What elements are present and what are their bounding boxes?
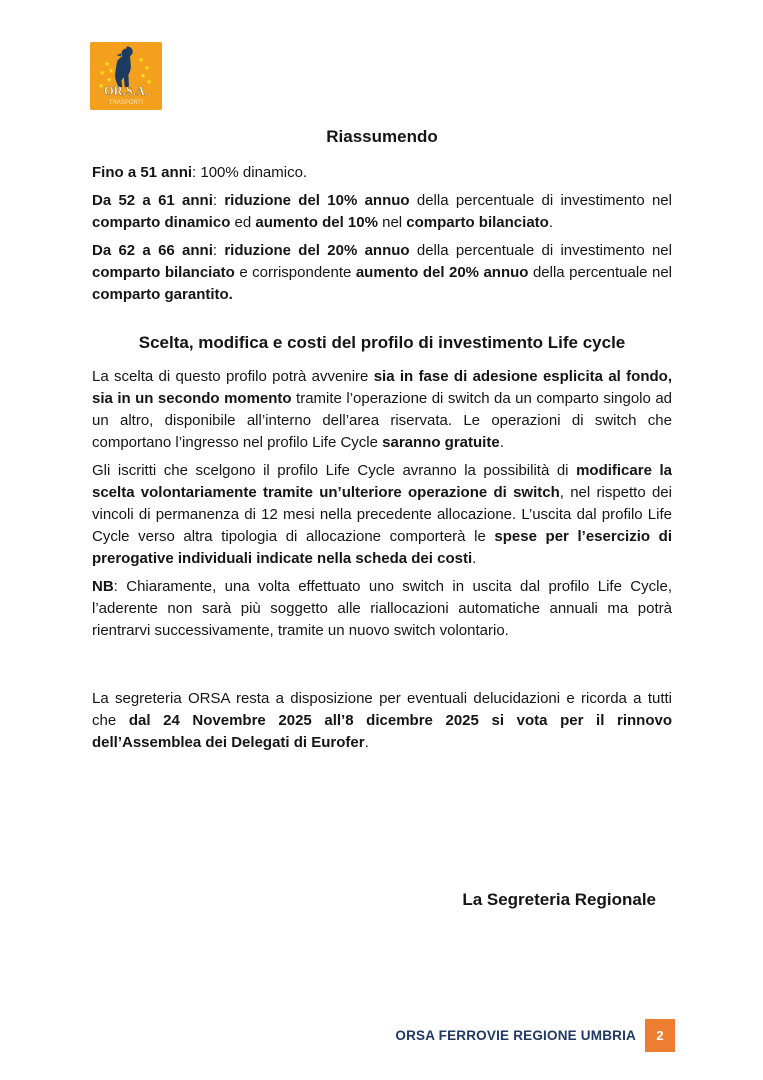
page-footer (395, 1019, 675, 1052)
heading-riassumendo: Riassumendo (326, 127, 438, 146)
paragraph-da-62-a-66: Da 62 a 66 anni: riduzione del 20% annuo della percentuale di investimento nel comparto bilanciato e corrispondente aumento del 20% annuo della percentuale nel comparto garantito. (92, 242, 672, 303)
heading-scelta-modifica-costi: Scelta, modifica e costi del profilo di investimento Life cycle (138, 333, 626, 352)
paragraph-scelta-profilo: La scelta di questo profilo potrà avvenire sia in fase di adesione esplicita al fondo, sia in un secondo momento tramite l’operazione di switch da un comparto singolo ad un altro, disponibile all’interno dell’area riservata. Le operazioni di switch che comportano l’ingresso nel profilo Life Cycle saranno gratuite. (92, 368, 673, 451)
page-number-badge: 2 (645, 1019, 675, 1052)
star-icon: ★ (138, 56, 145, 64)
star-icon: ★ (99, 69, 106, 77)
star-icon: ★ (146, 78, 153, 86)
star-icon: ★ (98, 82, 105, 90)
star-icon: ★ (144, 64, 151, 72)
paragraph-nb: NB: Chiaramente, una volta effettuato uno switch in uscita dal profilo Life Cycle, l’aderente non sarà più soggetto alle riallocazioni automatiche annuali ma potrà rientrarvi successivamente, tramite un nuovo switch volontario. (92, 578, 672, 639)
logo-subtitle: TRASPORTI (108, 100, 144, 106)
document-body (92, 0, 672, 910)
star-icon: ★ (108, 67, 115, 75)
star-icon: ★ (140, 72, 147, 80)
paragraph-segreteria: La segreteria ORSA resta a disposizione per eventuali delucidazioni e ricorda a tutti che dal 24 Novembre 2025 all’8 dicembre 2025 si vota per il rinnovo dell’Assemblea dei Delegati di Eurofer. (92, 690, 672, 751)
footer-title: ORSA FERROVIE REGIONE UMBRIA (395, 1028, 636, 1043)
paragraph-da-52-a-61: Da 52 a 61 anni: riduzione del 10% annuo della percentuale di investimento nel comparto dinamico ed aumento del 10% nel comparto bilanciato. (92, 192, 672, 231)
logo-acronym: OR.S.A. (103, 84, 149, 98)
paragraph-fino-a-51: Fino a 51 anni: 100% dinamico. (92, 164, 308, 181)
signature: La Segreteria Regionale (462, 890, 656, 909)
paragraph-modifica-scelta: Gli iscritti che scelgono il profilo Life Cycle avranno la possibilità di modificare la scelta volontariamente tramite un’ulteriore operazione di switch, nel rispetto dei vincoli di permanenza di 12 mesi nella precedente allocazione. L’uscita dal profilo Life Cycle verso altra tipologia di allocazione comporterà le spese per l’esercizio di prerogative individuali indicate nella scheda dei costi. (92, 462, 672, 567)
star-icon: ★ (106, 76, 113, 84)
star-icon: ★ (104, 60, 111, 68)
